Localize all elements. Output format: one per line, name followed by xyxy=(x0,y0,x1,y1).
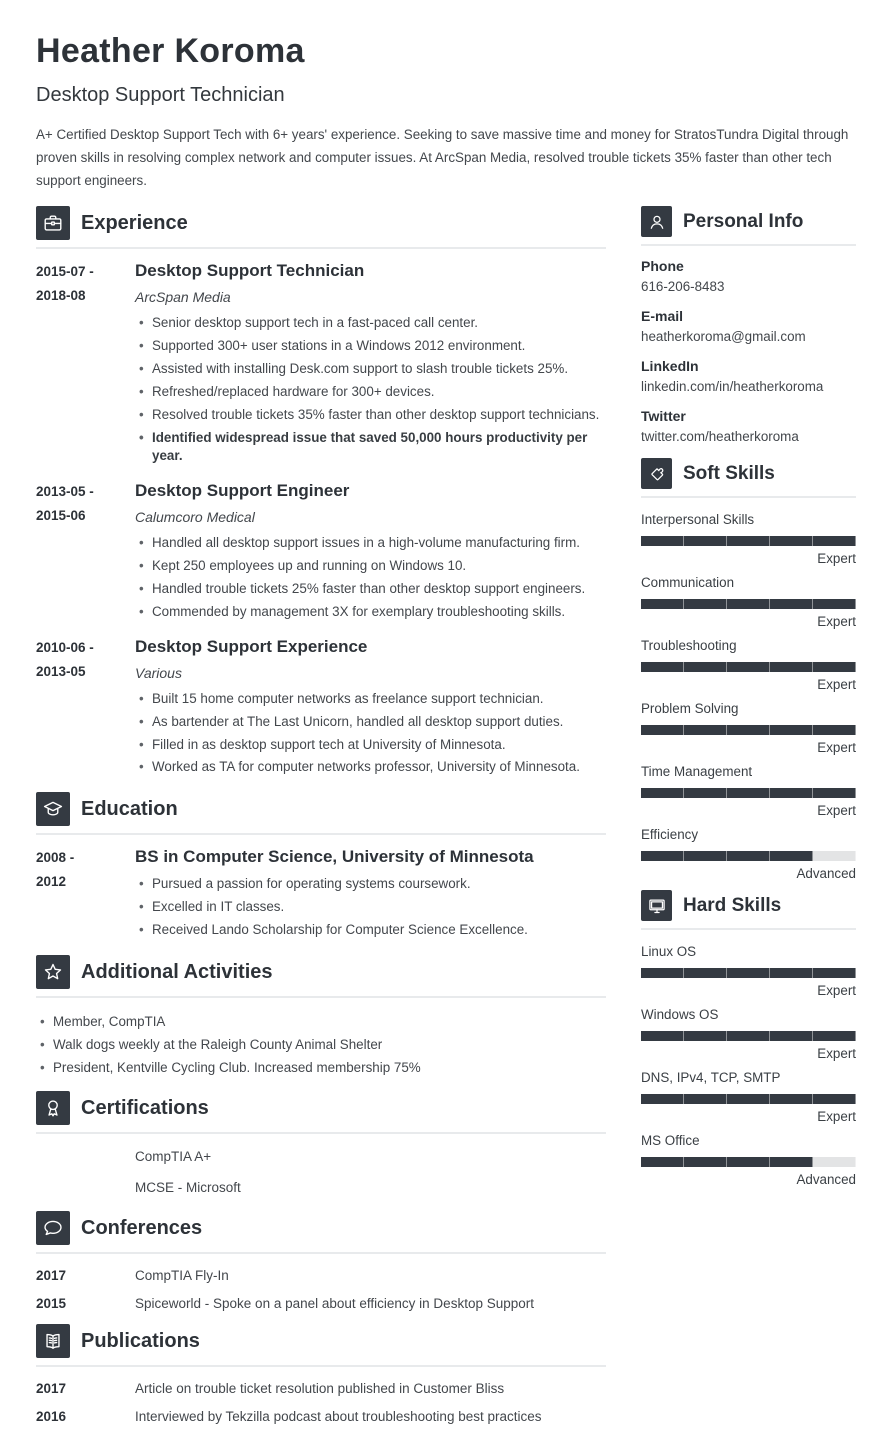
skill-bar-fill xyxy=(641,1157,813,1167)
skill-item xyxy=(641,827,856,881)
skill-bar xyxy=(641,851,856,861)
bullet: • Filled in as desktop support tech at University of Minnesota. xyxy=(135,736,606,754)
bullet: • Excelled in IT classes. xyxy=(135,898,606,916)
entry-bullets xyxy=(135,314,606,465)
date-end: 2013-05 xyxy=(36,663,86,679)
entry-company: Various xyxy=(135,664,182,681)
skill-name: DNS, IPv4, TCP, SMTP xyxy=(641,1070,781,1086)
bullet: • Resolved trouble tickets 35% faster than other desktop support technicians. xyxy=(135,406,606,424)
publications-heading: Publications xyxy=(81,1329,200,1352)
section-hard-skills xyxy=(641,890,856,1187)
date-start: 2008 - xyxy=(36,850,75,866)
entry-bullets xyxy=(135,875,606,939)
education-heading-row xyxy=(36,792,606,835)
date-start: 2013-05 - xyxy=(36,483,94,499)
entry-dates xyxy=(36,261,135,470)
experience-heading-row xyxy=(36,206,606,249)
hard-skills-heading-row xyxy=(641,890,856,930)
certification-item: CompTIA A+ xyxy=(135,1149,212,1165)
education-entry xyxy=(36,847,606,944)
hard-skills-heading: Hard Skills xyxy=(683,894,782,916)
publication-year: 2016 xyxy=(36,1409,67,1425)
hard-skills-list xyxy=(641,944,856,1187)
bullet: • Refreshed/replaced hardware for 300+ devices. xyxy=(135,383,606,401)
bullet: • Member, CompTIA xyxy=(36,1013,606,1031)
entry-body xyxy=(135,637,606,782)
entry-title: Desktop Support Engineer xyxy=(135,480,350,500)
bullet: • Supported 300+ user stations in a Windows 2012 environment. xyxy=(135,337,606,355)
publication-text: Article on trouble ticket resolution published in Customer Bliss xyxy=(135,1381,505,1397)
bullet: • Walk dogs weekly at the Raleigh County Animal Shelter xyxy=(36,1036,606,1054)
star-icon xyxy=(36,955,70,989)
degree-title: BS in Computer Science, University of Minnesota xyxy=(135,847,534,867)
person-job-title: Desktop Support Technician xyxy=(36,84,285,106)
certifications-heading-row xyxy=(36,1091,606,1134)
skill-level: Expert xyxy=(817,803,856,819)
skill-level: Advanced xyxy=(796,1172,856,1188)
conferences-list xyxy=(36,1268,606,1311)
bullet: • Senior desktop support tech in a fast-paced call center. xyxy=(135,314,606,332)
entry-title: Desktop Support Experience xyxy=(135,636,368,656)
soft-skills-heading: Soft Skills xyxy=(683,462,775,484)
skill-name: Problem Solving xyxy=(641,701,739,717)
bullet: • Kept 250 employees up and running on Windows 10. xyxy=(135,557,606,575)
certifications-heading: Certifications xyxy=(81,1096,209,1119)
education-heading: Education xyxy=(81,797,178,820)
skill-level: Expert xyxy=(817,740,856,756)
certification-item: MCSE - Microsoft xyxy=(135,1180,241,1196)
publication-row xyxy=(36,1409,606,1424)
conference-year: 2017 xyxy=(36,1268,67,1284)
skill-level: Expert xyxy=(817,1109,856,1125)
bullet: • Handled trouble tickets 25% faster than other desktop support engineers. xyxy=(135,580,606,598)
skill-name: Troubleshooting xyxy=(641,638,737,654)
skill-name: Efficiency xyxy=(641,827,699,843)
skill-level: Advanced xyxy=(796,866,856,882)
bullet: • President, Kentville Cycling Club. Increased membership 75% xyxy=(36,1059,606,1077)
skill-bar xyxy=(641,1031,856,1041)
bullet: • Worked as TA for computer networks professor, University of Minnesota. xyxy=(135,758,606,776)
skill-level: Expert xyxy=(817,614,856,630)
skill-name: Linux OS xyxy=(641,944,697,960)
section-education xyxy=(36,792,606,944)
entry-company: ArcSpan Media xyxy=(135,289,231,306)
skill-item xyxy=(641,944,856,998)
date-end: 2012 xyxy=(36,874,67,890)
skill-bar xyxy=(641,725,856,735)
conference-row xyxy=(36,1268,606,1283)
bullet: • As bartender at The Last Unicorn, handled all desktop support duties. xyxy=(135,713,606,731)
briefcase-icon xyxy=(36,206,70,240)
date-end: 2015-06 xyxy=(36,507,86,523)
certifications-list xyxy=(135,1149,606,1195)
publication-row xyxy=(36,1381,606,1396)
person-name: Heather Koroma xyxy=(36,32,305,70)
personal-info-heading-row xyxy=(641,206,856,246)
entry-body xyxy=(135,481,606,626)
bullet: • Commended by management 3X for exemplary troubleshooting skills. xyxy=(135,603,606,621)
sidebar xyxy=(641,206,856,1437)
email-value: heatherkoroma@gmail.com xyxy=(641,329,806,345)
skill-bar xyxy=(641,1094,856,1104)
skill-bar-fill xyxy=(641,788,856,798)
soft-skills-heading-row xyxy=(641,458,856,498)
entry-bullets xyxy=(135,534,606,621)
skill-bar-fill xyxy=(641,662,856,672)
section-additional-activities xyxy=(36,955,606,1077)
linkedin-value: linkedin.com/in/heatherkoroma xyxy=(641,379,824,395)
soft-skills-list xyxy=(641,512,856,881)
skill-item xyxy=(641,638,856,692)
personal-info-list xyxy=(641,258,856,444)
date-start: 2015-07 - xyxy=(36,264,94,280)
entry-bullets xyxy=(135,690,606,777)
contact-label: LinkedIn xyxy=(641,358,699,375)
skill-level: Expert xyxy=(817,1046,856,1062)
speech-bubble-icon xyxy=(36,1211,70,1245)
graduation-cap-icon xyxy=(36,792,70,826)
section-certifications xyxy=(36,1091,606,1195)
conferences-heading-row xyxy=(36,1211,606,1254)
skill-bar xyxy=(641,536,856,546)
contact-label: Twitter xyxy=(641,408,686,425)
skill-bar-fill xyxy=(641,599,856,609)
section-experience xyxy=(36,206,606,781)
open-book-icon xyxy=(36,1324,70,1358)
entry-body xyxy=(135,847,606,944)
bullet: • Received Lando Scholarship for Computer Science Excellence. xyxy=(135,921,606,939)
activities-heading: Additional Activities xyxy=(81,960,273,983)
skill-item xyxy=(641,701,856,755)
publications-list xyxy=(36,1381,606,1424)
contact-label: Phone xyxy=(641,258,684,275)
skill-bar-fill xyxy=(641,725,856,735)
entry-dates xyxy=(36,847,135,944)
skill-level: Expert xyxy=(817,551,856,567)
section-publications xyxy=(36,1324,606,1424)
conference-text: CompTIA Fly-In xyxy=(135,1268,229,1284)
personal-info-heading: Personal Info xyxy=(683,210,804,232)
summary-text: A+ Certified Desktop Support Tech with 6+ years' experience. Seeking to save massive time and money for StratosTundra Digital through proven skills in resolving complex network and computer issues. At ArcSpan Media, resolved trouble tickets 35% faster than other tech support engineers. xyxy=(36,127,849,189)
experience-heading: Experience xyxy=(81,211,188,234)
skill-bar xyxy=(641,788,856,798)
section-soft-skills xyxy=(641,458,856,881)
resume-columns xyxy=(36,206,856,1437)
activities-bullets xyxy=(36,1013,606,1077)
skill-level: Expert xyxy=(817,677,856,693)
main-column xyxy=(36,206,606,1437)
publications-heading-row xyxy=(36,1324,606,1367)
section-personal-info xyxy=(641,206,856,444)
entry-title: Desktop Support Technician xyxy=(135,261,365,281)
skill-item xyxy=(641,512,856,566)
conference-row xyxy=(36,1296,606,1311)
skill-name: MS Office xyxy=(641,1133,700,1149)
resume-header xyxy=(36,32,856,192)
user-icon xyxy=(641,206,672,237)
conference-text: Spiceworld - Spoke on a panel about efficiency in Desktop Support xyxy=(135,1296,534,1312)
experience-entry xyxy=(36,637,606,782)
date-start: 2010-06 - xyxy=(36,639,94,655)
experience-entry xyxy=(36,481,606,626)
skill-bar xyxy=(641,662,856,672)
publication-year: 2017 xyxy=(36,1381,67,1397)
skill-name: Time Management xyxy=(641,764,753,780)
skill-bar-fill xyxy=(641,968,856,978)
experience-entry xyxy=(36,261,606,470)
phone-value: 616-206-8483 xyxy=(641,279,725,295)
skill-bar xyxy=(641,1157,856,1167)
skill-bar xyxy=(641,599,856,609)
skill-bar-fill xyxy=(641,851,813,861)
bullet-highlight: • Identified widespread issue that saved 50,000 hours productivity per year. xyxy=(135,429,606,465)
bullet: • Assisted with installing Desk.com support to slash trouble tickets 25%. xyxy=(135,360,606,378)
date-end: 2018-08 xyxy=(36,288,86,304)
skill-name: Interpersonal Skills xyxy=(641,512,755,528)
skill-bar xyxy=(641,968,856,978)
skill-item xyxy=(641,575,856,629)
skill-item xyxy=(641,764,856,818)
medal-icon xyxy=(36,1091,70,1125)
skill-bar-fill xyxy=(641,1031,856,1041)
skill-name: Communication xyxy=(641,575,735,591)
bullet: • Pursued a passion for operating systems coursework. xyxy=(135,875,606,893)
twitter-value: twitter.com/heatherkoroma xyxy=(641,429,799,445)
publication-text: Interviewed by Tekzilla podcast about troubleshooting best practices xyxy=(135,1409,542,1425)
contact-label: E-mail xyxy=(641,308,684,325)
entry-dates xyxy=(36,637,135,782)
skill-item xyxy=(641,1070,856,1124)
skill-item xyxy=(641,1007,856,1061)
conferences-heading: Conferences xyxy=(81,1216,203,1239)
entry-company: Calumcoro Medical xyxy=(135,508,255,525)
puzzle-icon xyxy=(641,458,672,489)
bullet: • Handled all desktop support issues in a high-volume manufacturing firm. xyxy=(135,534,606,552)
skill-bar-fill xyxy=(641,536,856,546)
skill-item xyxy=(641,1133,856,1187)
skill-bar-fill xyxy=(641,1094,856,1104)
entry-body xyxy=(135,261,606,470)
skill-level: Expert xyxy=(817,983,856,999)
skill-name: Windows OS xyxy=(641,1007,719,1023)
entry-dates xyxy=(36,481,135,626)
conference-year: 2015 xyxy=(36,1296,67,1312)
activities-heading-row xyxy=(36,955,606,998)
monitor-icon xyxy=(641,890,672,921)
bullet: • Built 15 home computer networks as freelance support technician. xyxy=(135,690,606,708)
section-conferences xyxy=(36,1211,606,1311)
